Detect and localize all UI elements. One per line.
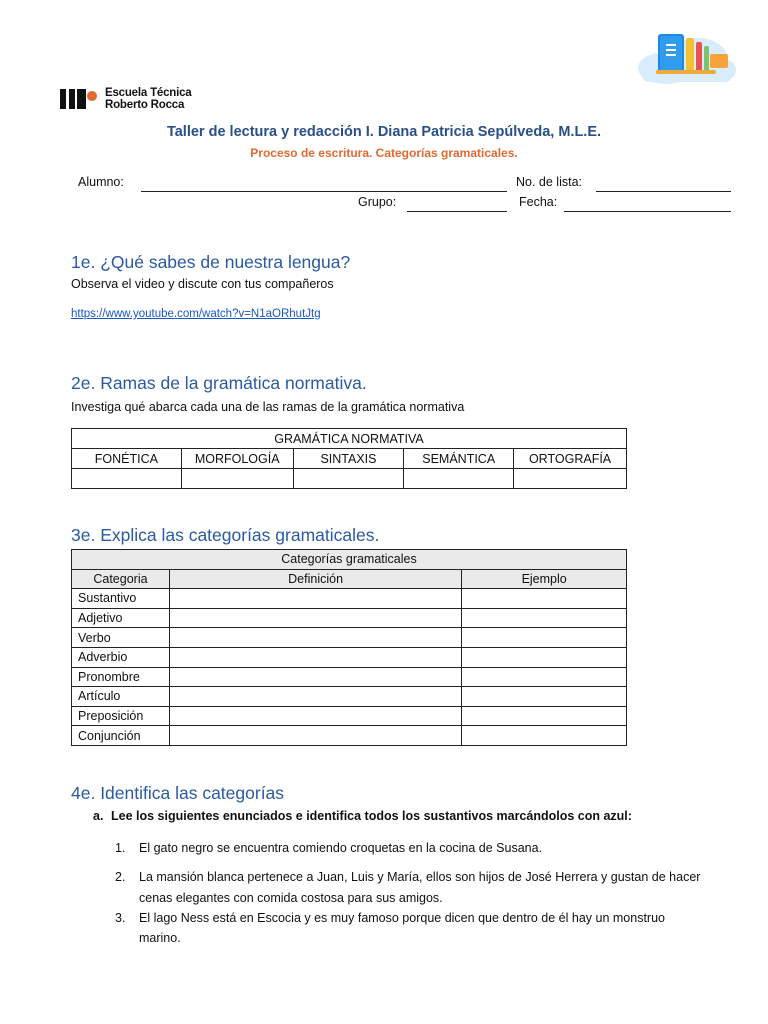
- col-ortografia: ORTOGRAFÍA: [514, 449, 627, 469]
- row-label: Pronombre: [72, 667, 170, 687]
- item-a: [93, 809, 632, 823]
- col-categoria: Categoria: [72, 569, 170, 589]
- fecha-label: Fecha:: [519, 195, 558, 209]
- answer-cell[interactable]: [462, 687, 627, 707]
- school-name: Escuela Técnica Roberto Rocca: [105, 87, 192, 111]
- row-label: Adverbio: [72, 647, 170, 667]
- answer-cell[interactable]: [462, 726, 627, 746]
- item-a-marker: a.: [93, 809, 104, 823]
- answer-cell[interactable]: [462, 628, 627, 648]
- row-label: Preposición: [72, 706, 170, 726]
- section3-heading: 3e. Explica las categorías gramaticales.: [71, 525, 380, 545]
- answer-cell[interactable]: [169, 726, 461, 746]
- row-label: Artículo: [72, 687, 170, 707]
- grupo-label: Grupo:: [358, 195, 397, 209]
- section2-heading: 2e. Ramas de la gramática normativa.: [71, 373, 367, 393]
- answer-cell[interactable]: [169, 608, 461, 628]
- col-definicion: Definición: [169, 569, 461, 589]
- answer-cell[interactable]: [169, 687, 461, 707]
- section1-instruction: Observa el video y discute con tus compañeros: [71, 277, 334, 291]
- answer-cell[interactable]: [169, 589, 461, 609]
- col-sintaxis: SINTAXIS: [293, 449, 404, 469]
- lista-label: No. de lista:: [516, 175, 583, 189]
- answer-cell[interactable]: [404, 469, 514, 489]
- sentence-list: [115, 838, 705, 948]
- gramatica-table-title: GRAMÁTICA NORMATIVA: [72, 429, 627, 449]
- row-label: Sustantivo: [72, 589, 170, 609]
- categorias-table-title: Categorías gramaticales: [72, 550, 627, 570]
- col-morfologia: MORFOLOGÍA: [181, 449, 293, 469]
- answer-cell[interactable]: [169, 647, 461, 667]
- section4-heading: 4e. Identifica las categorías: [71, 783, 285, 803]
- answer-cell[interactable]: [514, 469, 627, 489]
- col-ejemplo: Ejemplo: [462, 569, 627, 589]
- answer-cell[interactable]: [462, 667, 627, 687]
- item-a-text: Lee los siguientes enunciados e identifica todos los sustantivos marcándolos con azul:: [111, 809, 632, 823]
- list-item: 2. La mansión blanca pertenece a Juan, Luis y María, ellos son hijos de José Herrera y gustan de hacer cenas elegantes con comida costosa para sus amigos.: [115, 870, 701, 905]
- list-item: 1. El gato negro se encuentra comiendo croquetas en la cocina de Susana.: [115, 841, 543, 855]
- col-semantica: SEMÁNTICA: [404, 449, 514, 469]
- answer-cell[interactable]: [169, 706, 461, 726]
- alumno-field[interactable]: [141, 191, 507, 192]
- school-logo: [60, 87, 210, 113]
- answer-cell[interactable]: [181, 469, 293, 489]
- row-label: Conjunción: [72, 726, 170, 746]
- col-fonetica: FONÉTICA: [72, 449, 182, 469]
- school-logo-icon: [60, 89, 98, 109]
- grupo-field[interactable]: [407, 211, 507, 212]
- categorias-table: [71, 549, 627, 746]
- answer-cell[interactable]: [169, 628, 461, 648]
- page-subtitle: Proceso de escritura. Categorías gramaticales.: [250, 146, 518, 160]
- answer-cell[interactable]: [462, 589, 627, 609]
- video-link[interactable]: https://www.youtube.com/watch?v=N1aORhutJtg: [71, 308, 321, 320]
- lista-field[interactable]: [596, 191, 731, 192]
- answer-cell[interactable]: [462, 706, 627, 726]
- answer-cell[interactable]: [293, 469, 404, 489]
- list-item: 3. El lago Ness está en Escocia y es muy famoso porque dicen que dentro de él hay un monstruo marino.: [115, 910, 665, 946]
- row-label: Adjetivo: [72, 608, 170, 628]
- row-label: Verbo: [72, 628, 170, 648]
- answer-cell[interactable]: [169, 667, 461, 687]
- alumno-label: Alumno:: [78, 175, 124, 189]
- section1-heading: 1e. ¿Qué sabes de nuestra lengua?: [71, 252, 351, 272]
- answer-cell[interactable]: [462, 647, 627, 667]
- page-title: Taller de lectura y redacción I. Diana Patricia Sepúlveda, M.L.E.: [166, 124, 602, 140]
- fecha-field[interactable]: [564, 211, 731, 212]
- answer-cell[interactable]: [462, 608, 627, 628]
- books-cloud-icon: [636, 24, 736, 86]
- section2-instruction: Investiga qué abarca cada una de las ramas de la gramática normativa: [71, 400, 465, 414]
- answer-cell[interactable]: [72, 469, 182, 489]
- gramatica-table: [71, 428, 627, 489]
